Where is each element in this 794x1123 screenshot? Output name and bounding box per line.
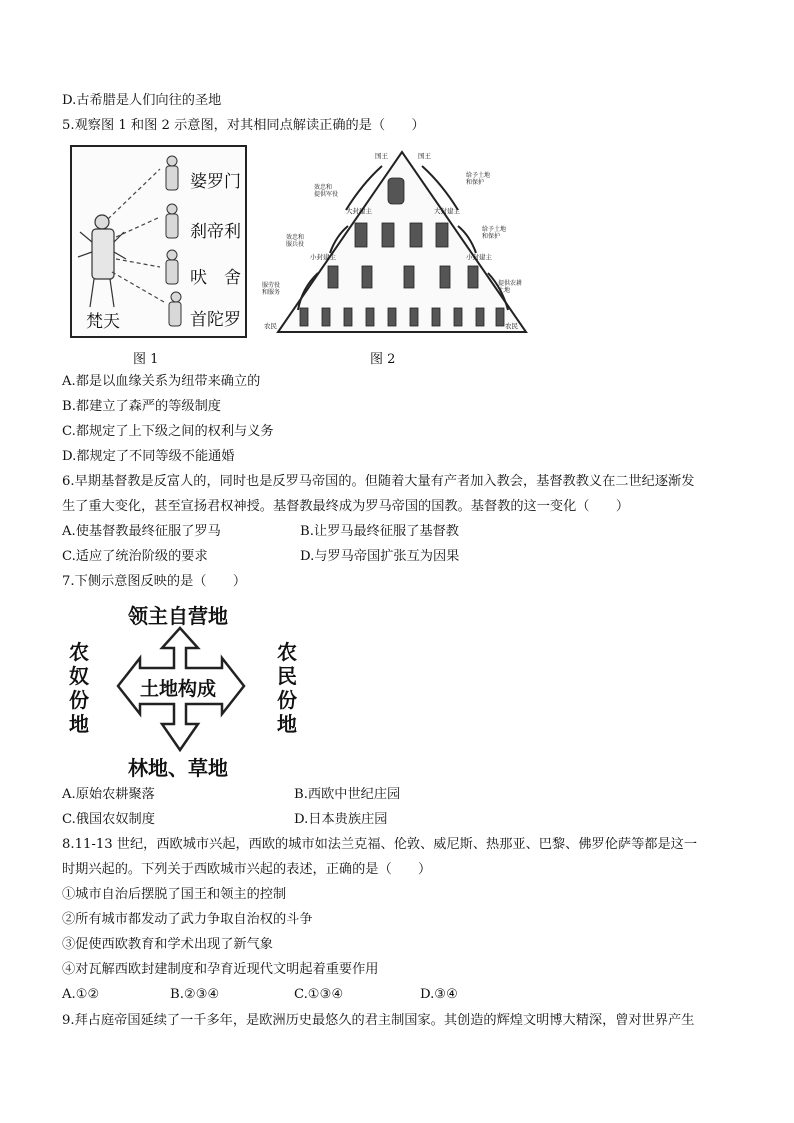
pyr-give-l2: 效忠和 服兵役 xyxy=(286,234,305,248)
label-kshatriya: 刹帝利 xyxy=(190,222,241,242)
q8-option-b: B.②③④ xyxy=(170,987,220,1002)
q6-option-c: C.适应了统治阶级的要求 xyxy=(62,549,208,564)
q8-option-c: C.①③④ xyxy=(294,987,344,1002)
label-demesne: 领主自营地 xyxy=(128,604,228,628)
q8-option-d: D.③④ xyxy=(420,987,458,1002)
q5-option-d: D.都规定了不同等级不能通婚 xyxy=(62,449,235,464)
q8-statement-3: ③促使西欧教育和学术出现了新气象 xyxy=(62,937,273,952)
pyr-give-l1: 效忠和 提供军役 xyxy=(314,184,339,198)
pyr-lord-right: 小封建主 xyxy=(466,253,492,261)
pyr-give-r3: 提供农耕 土地 xyxy=(498,280,523,294)
question-9-stem: 9.拜占庭帝国延续了一千多年，是欧洲历史最悠久的君主制国家。其创造的辉煌文明博大精深，曾对世界产生 xyxy=(62,1013,695,1028)
pyr-lord-left: 小封建主 xyxy=(310,253,336,261)
q5-option-b: B.都建立了森严的等级制度 xyxy=(62,399,221,414)
label-vaishya: 吠 舍 xyxy=(190,268,241,288)
q8-statement-4: ④对瓦解西欧封建制度和孕育近现代文明起着重要作用 xyxy=(62,962,379,977)
question-7-stem: 7.下侧示意图反映的是（ ） xyxy=(62,574,247,589)
q6-option-d: D.与罗马帝国扩张互为因果 xyxy=(300,549,460,564)
figure-1-caption: 图 1 xyxy=(133,352,159,367)
label-forest-pasture: 林地、草地 xyxy=(128,756,228,780)
q7-option-a: A.原始农耕聚落 xyxy=(62,787,155,802)
q4-option-d: D.古希腊是人们向往的圣地 xyxy=(62,93,222,108)
question-6-stem-1: 6.早期基督教是反富人的，同时也是反罗马帝国的。但随着大量有产者加入教会，基督教教义在二世纪逐渐发 xyxy=(62,474,695,489)
pyr-duke-left: 大封建主 xyxy=(346,207,372,215)
question-8-stem-1: 8.11-13 世纪，西欧城市兴起，西欧的城市如法兰克福、伦敦、威尼斯、热那亚、巴黎、佛罗伦萨等都是这一 xyxy=(62,837,698,852)
label-brahma: 梵天 xyxy=(86,312,120,332)
label-peasant-plot: 农民份地 xyxy=(277,640,297,736)
pyr-king-right: 国王 xyxy=(418,152,431,160)
q8-statement-2: ②所有城市都发动了武力争取自治权的斗争 xyxy=(62,912,313,927)
label-land-composition: 土地构成 xyxy=(140,678,217,700)
figure-2-feudal-pyramid xyxy=(262,148,535,338)
brahma-figure xyxy=(78,215,126,307)
q7-option-b: B.西欧中世纪庄园 xyxy=(294,787,401,802)
label-brahmin: 婆罗门 xyxy=(190,172,241,192)
q6-option-b: B.让罗马最终征服了基督教 xyxy=(300,524,459,539)
pyr-give-r2: 给予土地 和保护 xyxy=(482,226,507,240)
q6-option-a: A.使基督教最终征服了罗马 xyxy=(62,524,221,539)
pyr-duke-right: 大封建主 xyxy=(434,207,460,215)
q5-option-c: C.都规定了上下级之间的权利与义务 xyxy=(62,424,274,439)
label-shudra: 首陀罗 xyxy=(190,310,241,330)
pyr-give-r1: 给予土地 和保护 xyxy=(466,172,491,186)
figure-1-caste-diagram xyxy=(70,145,247,338)
q8-statement-1: ①城市自治后摆脱了国王和领主的控制 xyxy=(62,887,287,902)
q8-option-a: A.①② xyxy=(62,987,100,1002)
pyr-king-left: 国王 xyxy=(375,152,388,160)
question-8-stem-2: 时期兴起的。下列关于西欧城市兴起的表述，正确的是（ ） xyxy=(62,862,432,877)
pyr-peasant-left: 农民 xyxy=(264,322,277,330)
pyr-peasant-right: 农民 xyxy=(505,322,518,330)
question-6-stem-2: 生了重大变化，甚至宣扬君权神授。基督教最终成为罗马帝国的国教。基督教的这一变化（ ） xyxy=(62,499,630,514)
q7-option-d: D.日本贵族庄园 xyxy=(294,812,388,827)
pyr-give-l3: 服劳役 和服务 xyxy=(262,282,281,296)
question-5-stem: 5.观察图 1 和图 2 示意图，对其相同点解读正确的是（ ） xyxy=(62,118,425,133)
figure-3-land-composition xyxy=(62,598,312,778)
label-serf-plot: 农奴份地 xyxy=(69,640,89,736)
figure-2-caption: 图 2 xyxy=(370,352,396,367)
q7-option-c: C.俄国农奴制度 xyxy=(62,812,155,827)
q5-option-a: A.都是以血缘关系为纽带来确立的 xyxy=(62,374,261,389)
